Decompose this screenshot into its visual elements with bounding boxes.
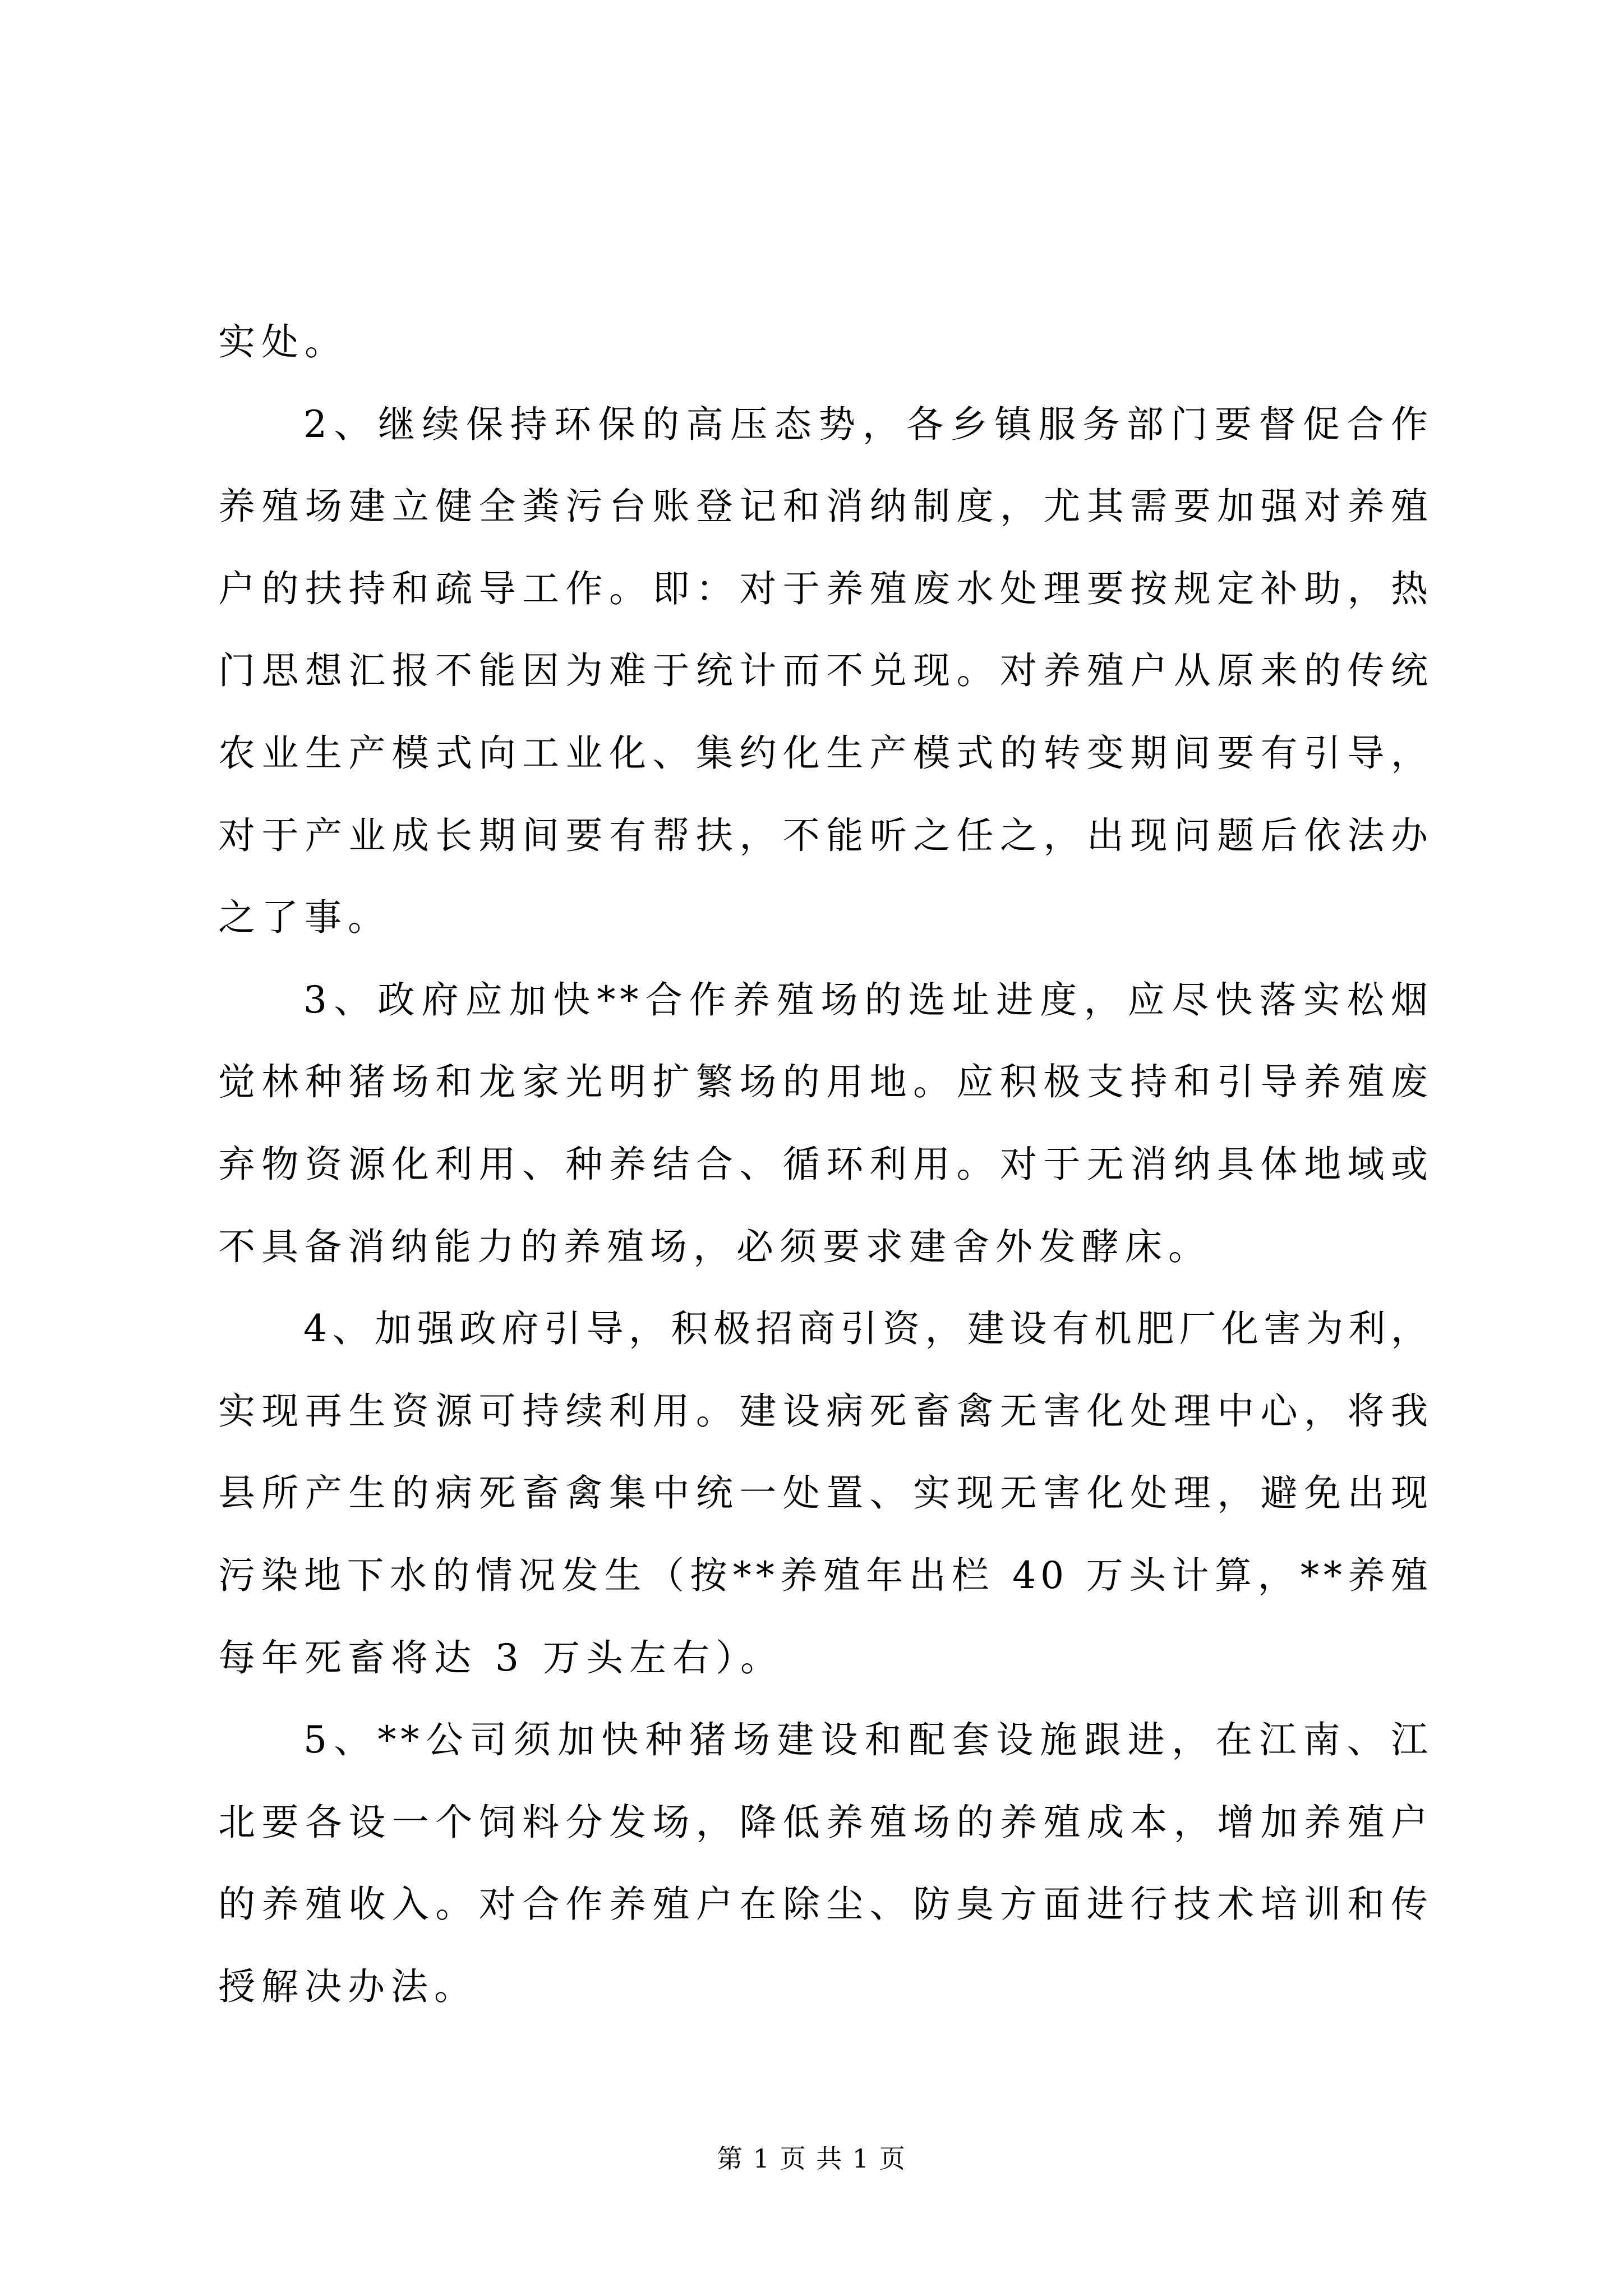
text-line: 5、**公司须加快种猪场建设和配套设施跟进，在江南、江 [303, 1718, 1432, 1762]
text-line: 污染地下水的情况发生（按**养殖年出栏 40 万头计算，**养殖 [218, 1553, 1432, 1597]
paragraph-item-4 [218, 1288, 1432, 1699]
document-body [218, 301, 1432, 2028]
text-line: 门思想汇报不能因为难于统计而不兑现。对养殖户从原来的传统 [218, 649, 1432, 693]
text-line: 县所产生的病死畜禽集中统一处置、实现无害化处理，避免出现 [218, 1471, 1432, 1515]
text-line: 养殖场建立健全粪污台账登记和消纳制度，尤其需要加强对养殖 [218, 485, 1432, 528]
text-line: 3、政府应加快**合作养殖场的选址进度，应尽快落实松烟 [303, 978, 1432, 1022]
paragraph-continuation [218, 301, 1432, 384]
text-line: 实现再生资源可持续利用。建设病死畜禽无害化处理中心，将我 [218, 1389, 1432, 1433]
text-line: 农业生产模式向工业化、集约化生产模式的转变期间要有引导， [218, 731, 1432, 775]
text-line: 之了事。 [218, 896, 391, 940]
text-line: 的养殖收入。对合作养殖户在除尘、防臭方面进行技术培训和传 [218, 1883, 1432, 1926]
text-line: 4、加强政府引导，积极招商引资，建设有机肥厂化害为利， [303, 1307, 1432, 1351]
text-line: 对于产业成长期间要有帮扶，不能听之任之，出现问题后依法办 [218, 813, 1432, 857]
paragraph-item-5 [218, 1699, 1432, 2028]
text-line: 每年死畜将达 3 万头左右）。 [218, 1636, 783, 1680]
page-footer: 第 1 页 共 1 页 [717, 2143, 906, 2174]
text-line: 北要各设一个饲料分发场，降低养殖场的养殖成本，增加养殖户 [218, 1800, 1432, 1844]
text-line: 弃物资源化利用、种养结合、循环利用。对于无消纳具体地域或 [218, 1142, 1432, 1186]
text-line: 2、继续保持环保的高压态势，各乡镇服务部门要督促合作 [303, 402, 1432, 446]
text-line: 不具备消纳能力的养殖场，必须要求建舍外发酵床。 [218, 1225, 1211, 1268]
text-line: 户的扶持和疏导工作。即：对于养殖废水处理要按规定补助，热 [218, 567, 1432, 610]
text-line: 实处。 [218, 320, 348, 364]
paragraph-item-2 [218, 384, 1432, 959]
text-line: 觉林种猪场和龙家光明扩繁场的用地。应积极支持和引导养殖废 [218, 1060, 1432, 1104]
text-line: 授解决办法。 [218, 1964, 477, 2008]
paragraph-item-3 [218, 959, 1432, 1288]
